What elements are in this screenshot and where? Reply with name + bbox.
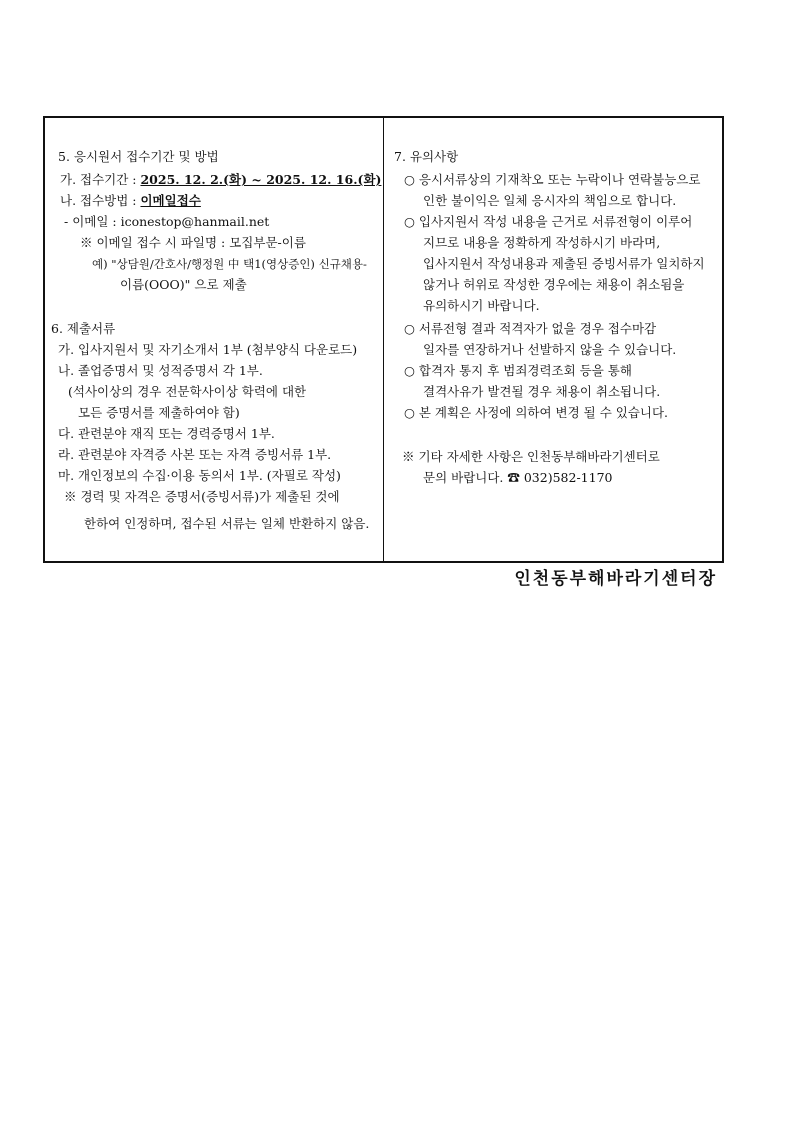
notice-1-line-2: 인한 불이익은 일체 응시자의 책임으로 합니다. — [423, 193, 677, 208]
section-7-title: 7. 유의사항 — [394, 149, 459, 164]
notice-1-line-1: ○ 응시서류상의 기재착오 또는 누락이나 연락불능으로 — [404, 172, 701, 187]
table-divider — [383, 116, 384, 563]
section-6-title: 6. 제출서류 — [51, 321, 116, 336]
period-row — [60, 172, 381, 188]
doc-b-note-1: (석사이상의 경우 전문학사이상 학력에 대한 — [68, 384, 307, 399]
notice-2-line-5: 유의하시기 바랍니다. — [423, 298, 540, 313]
signature: 인천동부해바라기센터장 — [514, 569, 717, 589]
section-5-title: 5. 응시원서 접수기간 및 방법 — [58, 149, 219, 164]
notice-3-line-1: ○ 서류전형 결과 적격자가 없을 경우 접수마감 — [404, 321, 657, 336]
doc-note-2: 한하여 인정하며, 접수된 서류는 일체 반환하지 않음. — [84, 516, 370, 531]
filename-line: ※ 이메일 접수 시 파일명 : 모집부문-이름 — [80, 235, 306, 250]
etc-line-2: 문의 바랍니다. ☎ 032)582-1170 — [423, 470, 613, 485]
notice-2-line-2: 지므로 내용을 정확하게 작성하시기 바라며, — [423, 235, 661, 250]
email-line: - 이메일 : iconestop@hanmail.net — [64, 214, 270, 229]
example-line-2: 이름(OOO)" 으로 제출 — [120, 277, 247, 292]
doc-a: 가. 입사지원서 및 자기소개서 1부 (첨부양식 다운로드) — [58, 342, 358, 357]
doc-e: 마. 개인정보의 수집·이용 동의서 1부. (자필로 작성) — [58, 468, 341, 483]
notice-4-line-2: 결격사유가 발견될 경우 채용이 취소됩니다. — [423, 384, 661, 399]
notice-2-line-1: ○ 입사지원서 작성 내용을 근거로 서류전형이 이루어 — [404, 214, 693, 229]
etc-line-1: ※ 기타 자세한 사항은 인천동부해바라기센터로 — [402, 449, 660, 464]
doc-b-note-2: 모든 증명서를 제출하여야 함) — [78, 405, 240, 420]
doc-b: 나. 졸업증명서 및 성적증명서 각 1부. — [58, 363, 263, 378]
doc-d: 라. 관련분야 자격증 사본 또는 자격 증빙서류 1부. — [58, 447, 332, 462]
notice-5-line-1: ○ 본 계획은 사정에 의하여 변경 될 수 있습니다. — [404, 405, 669, 420]
method-row — [60, 193, 201, 209]
notice-2-line-3: 입사지원서 작성내용과 제출된 증빙서류가 일치하지 — [423, 256, 705, 271]
period-label: 가. 접수기간 : — [60, 172, 141, 187]
doc-c: 다. 관련분야 재직 또는 경력증명서 1부. — [58, 426, 275, 441]
notice-2-line-4: 않거나 허위로 작성한 경우에는 채용이 취소됨을 — [423, 277, 685, 292]
doc-note-1: ※ 경력 및 자격은 증명서(증빙서류)가 제출된 것에 — [64, 489, 340, 504]
notice-3-line-2: 일자를 연장하거나 선발하지 않을 수 있습니다. — [423, 342, 677, 357]
period-value: 2025. 12. 2.(화) ~ 2025. 12. 16.(화) — [140, 172, 382, 187]
example-line-1: 예) "상담원/간호사/행정원 中 택1(영상증인) 신규채용- — [92, 257, 367, 271]
method-label: 나. 접수방법 : — [60, 193, 141, 208]
notice-4-line-1: ○ 합격자 통지 후 범죄경력조회 등을 통해 — [404, 363, 632, 378]
method-value: 이메일접수 — [140, 193, 201, 208]
